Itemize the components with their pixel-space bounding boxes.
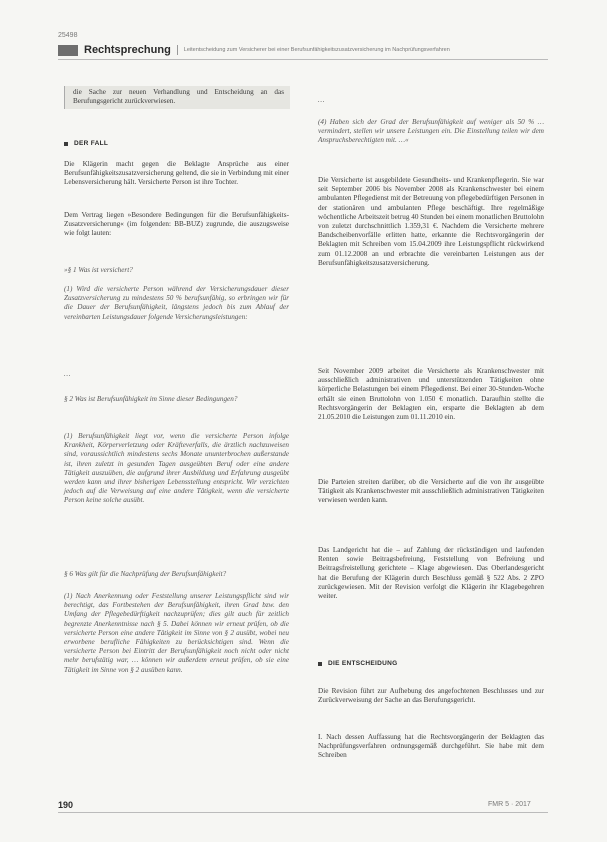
quote-section-6-4: (4) Haben sich der Grad der Berufsunfähigkeit auf weniger als 50 % … vermindert, stellen wir unsere Leistungen ein. Die Einstellung teilen wir dem Anspruchsberechtigten mit. …«: [318, 118, 544, 145]
header-separator: [177, 45, 178, 55]
paragraph-fall-6: Das Landgericht hat die – auf Zahlung der rückständigen und laufenden Renten sowie Beitragsbefreiung, Feststellung von Befreiung und Beitragsfreistellung gerichtete – Klage abgewiesen. Das Oberlandesgericht hat die Berufung der Klägerin durch Beschluss gemäß § 522 Abs. 2 ZPO zurückgewiesen. Mit der Revision verfolgt die Klägerin ihr Klagebegehren weiter.: [318, 546, 544, 601]
journal-issue: FMR 5 · 2017: [488, 801, 531, 808]
bullet-square-icon: [64, 142, 68, 146]
footer-rule: [58, 812, 548, 813]
quote-section-1: »§ 1 Was ist versichert?: [64, 266, 133, 274]
section-title: Rechtsprechung: [84, 44, 171, 56]
paragraph-fall-5: Die Parteien streiten darüber, ob die Versicherte auf die von ihr ausgeübte Tätigkeit als Krankenschwester mit ausschließlich administrativen Tätigkeiten verwiesen werden kann.: [318, 478, 544, 505]
quote-section-6: § 6 Was gilt für die Nachprüfung der Berufsunfähigkeit?: [64, 570, 227, 578]
page-header: [58, 43, 548, 57]
intro-text: die Sache zur neuen Verhandlung und Entscheidung an das Berufungsgericht zurückverwiesen.: [73, 88, 284, 106]
heading-der-fall: DER FALL: [64, 140, 289, 147]
quote-ellipsis-2: …: [318, 96, 325, 104]
paragraph-fall-3: Die Versicherte ist ausgebildete Gesundheits- und Krankenpflegerin. Sie war seit September 2006 bis November 2008 als Krankenschwester bei einem ambulanten Pflegedienst mit der Betreuung von pflegebedürftigen Personen in der stationären und ambulanten Pflege beschäftigt. Ihre regelmäßige wöchentliche Arbeitszeit betrug 40 Stunden bei einem monatlichen Bruttolohn von zuletzt durchschnittlich 1.359,31 €. Nachdem die Versicherte mehrere Bandscheibenvorfälle erlitten hatte, erkannte die Rechtsvorgängerin der Beklagten mit Schreiben vom 15.04.2009 ihre Leistungspflicht rückwirkend zum 01.12.2008 an und erbrachte die vereinbarten Leistungen aus der Berufsunfähigkeitszusatzversicherung.: [318, 176, 544, 267]
quote-section-2: § 2 Was ist Berufsunfähigkeit im Sinne dieser Bedingungen?: [64, 395, 238, 403]
article-code: 25498: [58, 32, 78, 39]
quote-section-1-text: (1) Wird die versicherte Person während der Versicherungsdauer dieser Zusatzversicherung zu mindestens 50 % berufsunfähig, so erbringen wir für die Dauer der Berufsunfähigkeit, längstens jedoch bis zum Ablauf der vereinbarten Leistungsdauer folgende Versicherungsleistungen:: [64, 285, 289, 321]
header-marker: [58, 45, 78, 56]
intro-box: [64, 86, 290, 109]
paragraph-fall-4: Seit November 2009 arbeitet die Versicherte als Krankenschwester mit ausschließlich administrativen und unterstützenden Tätigkeiten ohne körperliche Belastungen bei einem Pflegedienst. Bei einer 30-Stunden-Woche erhält sie einen Bruttolohn von 1.050 € monatlich. Daraufhin stellte die Rechtsvorgängerin der Beklagten ein, ersparte die Beklagten ab dem 21.05.2010 die Leistungen zum 01.11.2010 ein.: [318, 367, 544, 422]
quote-ellipsis-1: …: [64, 370, 71, 378]
quote-section-6-text: (1) Nach Anerkennung oder Feststellung unserer Leistungspflicht sind wir berechtigt, das Fortbestehen der Berufsunfähigkeit, ihren Grad bzw. den Umfang der Pflegebedürftigkeit nachzuprüfen; dies gilt auch für zeitlich begrenzte Anerkenntnisse nach § 5. Dabei können wir erneut prüfen, ob die versicherte Person eine andere Tätigkeit im Sinne von § 2 ausübt, wobei neu erworbene berufliche Fähigkeiten zu berücksichtigen sind. Wenn die versicherte Person bei Eintritt der Berufsunfähigkeit noch nicht oder nicht mehr berufstätig war, … können wir außerdem erneut prüfen, ob sie eine Tätigkeit im Sinne von § 2 ausüben kann.: [64, 592, 289, 674]
quote-section-2-text: (1) Berufsunfähigkeit liegt vor, wenn die versicherte Person infolge Krankheit, Körperverletzung oder Kräfteverfalls, die ärztlich nachzuweisen sind, voraussichtlich mindestens sechs Monate ununterbrochen außerstande ist, ihren zuletzt in gesunden Tagen ausgeübten Beruf oder eine andere Tätigkeit auszuüben, die aufgrund ihrer Ausbildung und Erfahrung ausgeübt werden kann und ihrer bisherigen Lebensstellung entspricht. Wir verzichten jedoch auf die Verweisung auf eine andere Tätigkeit, wenn die versicherte Person keine solche ausübt.: [64, 432, 289, 505]
heading-die-entscheidung: DIE ENTSCHEIDUNG: [318, 660, 544, 667]
header-subtitle: Leitentscheidung zum Versicherer bei einer Berufsunfähigkeitszusatzversicherung im Nachprüfungsverfahren: [183, 47, 450, 53]
page-number: 190: [58, 800, 74, 810]
bullet-square-icon: [318, 662, 322, 666]
paragraph-entscheidung-1: Die Revision führt zur Aufhebung des angefochtenen Beschlusses und zur Zurückverweisung der Sache an das Berufungsgericht.: [318, 687, 544, 705]
header-rule: [58, 59, 548, 60]
paragraph-fall-1: Die Klägerin macht gegen die Beklagte Ansprüche aus einer Berufsunfähigkeitszusatzversicherung geltend, die sie in Verbindung mit einer Lebensversicherung hält. Versicherte Person ist ihre Tochter.: [64, 160, 290, 187]
paragraph-entscheidung-2: I. Nach dessen Auffassung hat die Rechtsvorgängerin der Beklagten das Nachprüfungsverfahren ordnungsgemäß durchgeführt. Sie habe mit dem Schreiben: [318, 733, 544, 760]
paragraph-fall-2: Dem Vertrag liegen »Besondere Bedingungen für die Berufsunfähigkeits-Zusatzversicherung« (im folgenden: BB-BUZ) zugrunde, die auszugsweise wie folgt lauten:: [64, 211, 289, 238]
